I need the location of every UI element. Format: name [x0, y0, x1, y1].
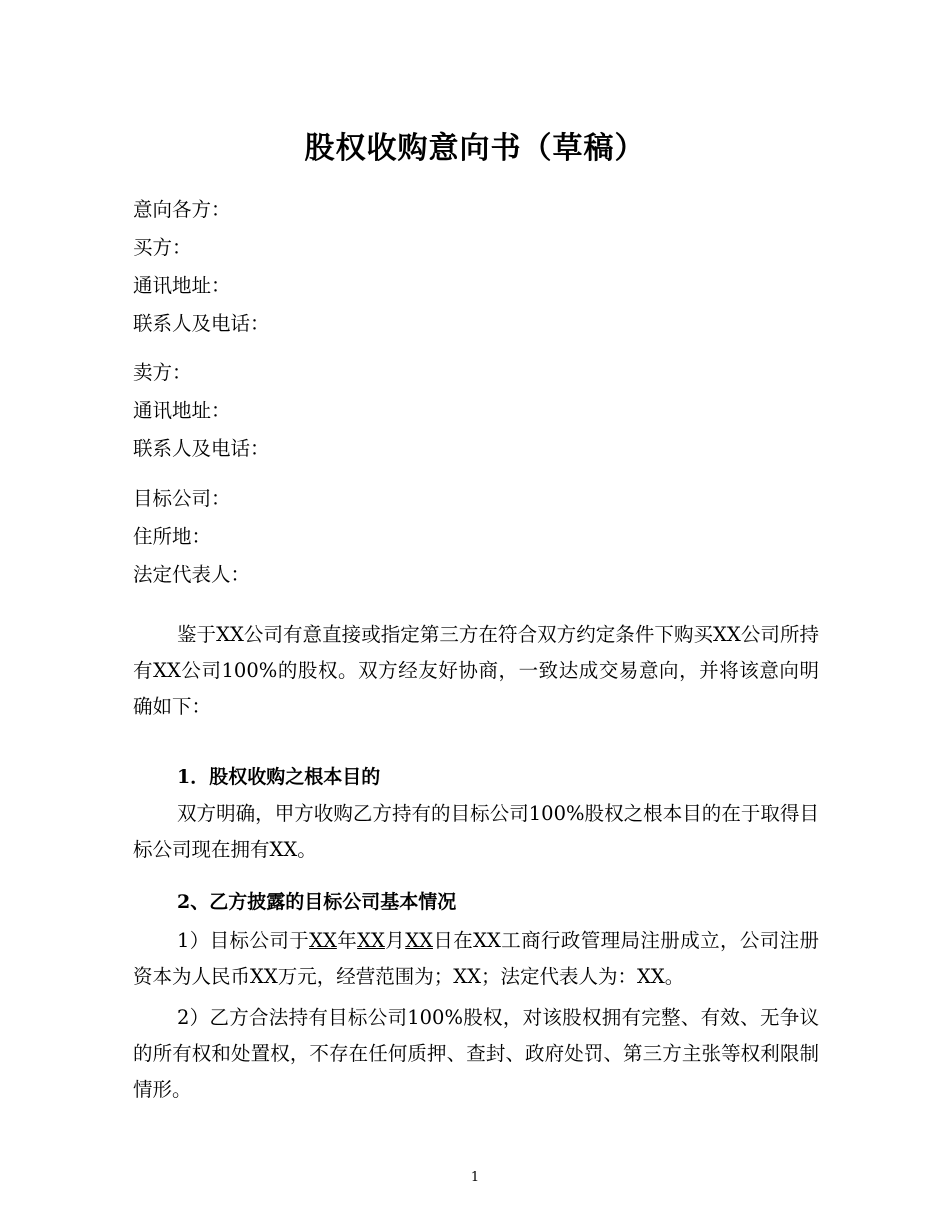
- document-title: 股权收购意向书（草稿）: [304, 131, 646, 166]
- buyer-contact: 联系人及电话：: [133, 312, 270, 335]
- target-label: 目标公司：: [133, 487, 231, 510]
- preamble-paragraph: 鉴于XX公司有意直接或指定第三方在符合双方约定条件下购买XX公司所持有XX公司100%的股权。双方经友好协商，一致达成交易意向，并将该意向明确如下：: [133, 623, 819, 718]
- target-legal-rep: 法定代表人：: [133, 563, 251, 586]
- seller-contact: 联系人及电话：: [133, 437, 270, 460]
- section-2-item-1: [133, 923, 819, 995]
- registration-year: XX: [309, 929, 337, 952]
- item-1-text-c: 月: [384, 929, 406, 952]
- section-1-body: 双方明确，甲方收购乙方持有的目标公司100%股权之根本目的在于取得目标公司现在拥有XX。: [133, 802, 819, 861]
- target-domicile: 住所地：: [133, 525, 212, 548]
- parties-intro: 意向各方：: [133, 198, 231, 221]
- target-block: [133, 480, 250, 594]
- item-1-text-b: 年: [336, 929, 358, 952]
- page-number: 1: [470, 1170, 480, 1185]
- seller-label: 卖方：: [133, 361, 192, 384]
- registration-month: XX: [357, 929, 385, 952]
- parties-block: [133, 191, 270, 343]
- section-2-item-2: 2）乙方合法持有目标公司100%股权，对该股权拥有完整、有效、无争议的所有权和处置权，不存在任何质押、查封、政府处罚、第三方主张等权利限制情形。: [133, 1006, 819, 1101]
- seller-block: [133, 354, 270, 468]
- item-1-text-a: 1）目标公司于: [177, 929, 310, 952]
- section-2-heading: 2、乙方披露的目标公司基本情况: [177, 891, 457, 913]
- section-1-heading: 1．股权收购之根本目的: [177, 766, 381, 788]
- buyer-label: 买方：: [133, 236, 192, 259]
- registration-day: XX: [405, 929, 433, 952]
- seller-address: 通讯地址：: [133, 399, 231, 422]
- item-1-text-d: 日在XX工商行政管理局注册成立，公司注册资本为人民币XX万元，经营范围为；XX；法定代表人为：XX。: [133, 929, 819, 988]
- buyer-address: 通讯地址：: [133, 274, 231, 297]
